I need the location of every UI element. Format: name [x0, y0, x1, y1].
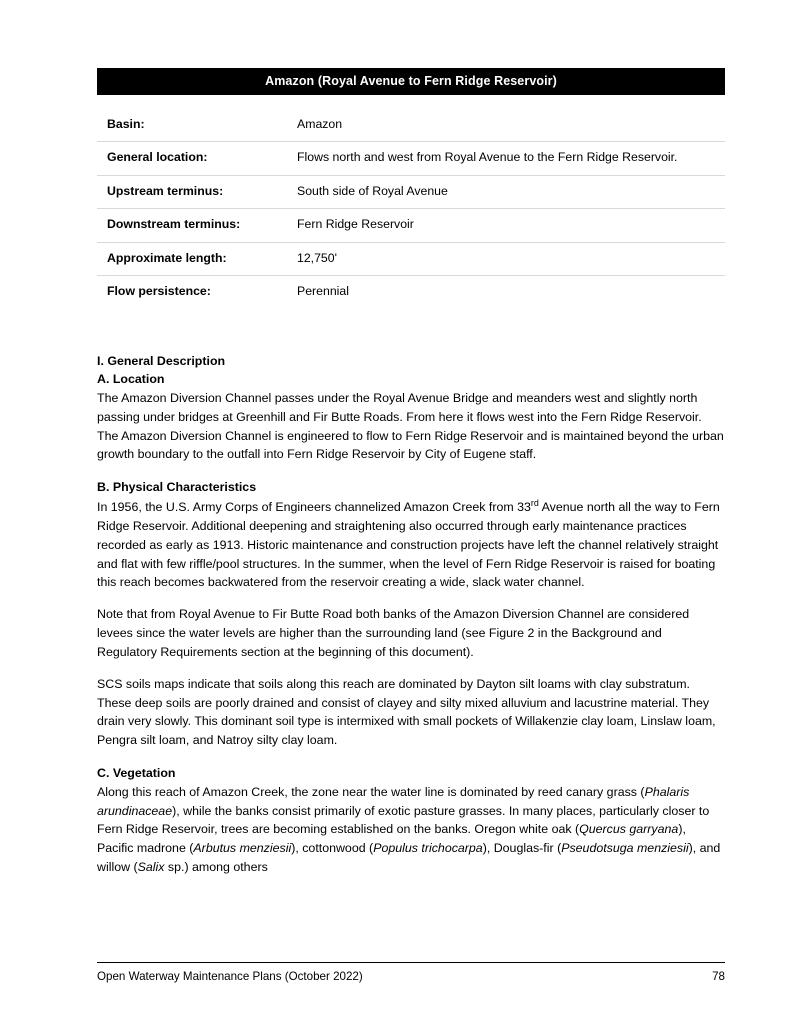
- footer-page-number: 78: [712, 970, 725, 983]
- species-name-5: Pseudotsuga menziesii: [561, 841, 689, 856]
- paragraph-vegetation: [97, 783, 725, 877]
- veg-text-1: Along this reach of Amazon Creek, the zone near the water line is dominated by reed canary grass (: [97, 784, 645, 799]
- row-value: South side of Royal Avenue: [297, 175, 725, 208]
- table-row: [97, 242, 725, 275]
- page-content: [97, 0, 725, 877]
- veg-text-7: sp.) among others: [164, 860, 268, 875]
- veg-text-3: ), Pacific madrone (: [97, 822, 686, 856]
- heading-location: A. Location: [97, 372, 165, 387]
- table-row: [97, 175, 725, 208]
- veg-text-5: ), Douglas-fir (: [482, 841, 562, 856]
- heading-physical-characteristics: B. Physical Characteristics: [97, 480, 257, 495]
- row-label: Basin:: [97, 109, 297, 142]
- veg-text-2: ), while the banks consist primarily of exotic pasture grasses. In many places, particularly closer to Fern Ridge Reservoir, trees are becoming established on the banks. Oregon white oak (: [97, 803, 710, 837]
- paragraph-physical-3: SCS soils maps indicate that soils along this reach are dominated by Dayton silt loams with clay substratum. These deep soils are poorly drained and consist of clayey and silty mixed alluvium and lacustrine material. They drain very slowly. This dominant soil type is intermixed with small pockets of Willakenzie clay loam, Linslaw loam, Pengra silt loam, and Natroy silty clay loam.: [97, 676, 716, 748]
- heading-general-description: I. General Description: [97, 353, 226, 368]
- row-value: Perennial: [297, 284, 349, 299]
- row-label: Upstream terminus:: [97, 175, 297, 208]
- row-label: General location:: [97, 142, 297, 175]
- section-vegetation: [97, 764, 725, 877]
- table-row: [97, 276, 725, 309]
- section-general-description: [97, 352, 725, 465]
- page-footer: [97, 962, 725, 983]
- table-row: [97, 109, 725, 142]
- row-label: Approximate length:: [97, 242, 297, 275]
- section-physical-characteristics: [97, 478, 725, 750]
- row-label: Downstream terminus:: [97, 209, 297, 242]
- row-value: 12,750': [297, 242, 725, 275]
- row-value: Amazon: [297, 109, 725, 142]
- species-name-2: Quercus garryana: [579, 822, 679, 837]
- physical-text-a: In 1956, the U.S. Army Corps of Engineers channelized Amazon Creek from 33: [97, 500, 531, 515]
- species-name-3: Arbutus menziesii: [193, 841, 292, 856]
- paragraph-physical-1: [97, 497, 725, 592]
- table-row: [97, 209, 725, 242]
- row-value: Flows north and west from Royal Avenue to the Fern Ridge Reservoir.: [297, 142, 725, 175]
- row-value: Fern Ridge Reservoir: [297, 209, 725, 242]
- species-name-1: Phalaris arundinaceae: [97, 784, 690, 818]
- physical-text-b: Avenue north all the way to Fern Ridge Reservoir. Additional deepening and straightening also occurred through early maintenance practices recorded as early as 1913. Historic maintenance and construction projects have left the channel relatively straight and flat with few riffle/pool structures. In the summer, when the level of Fern Ridge Reservoir is raised for boating this reach becomes backwatered from the reservoir creating a wide, slack water channel.: [97, 500, 720, 590]
- heading-vegetation: C. Vegetation: [97, 766, 176, 781]
- species-name-4: Populus trichocarpa: [373, 841, 483, 856]
- footer-document-title: Open Waterway Maintenance Plans (October 2022): [97, 970, 363, 983]
- page-title: Amazon (Royal Avenue to Fern Ridge Reservoir): [97, 68, 725, 95]
- table-row: [97, 142, 725, 175]
- veg-text-6: ), and willow (: [97, 841, 721, 875]
- reach-summary-table: [97, 109, 725, 309]
- species-name-6: Salix: [137, 860, 165, 875]
- row-label: Flow persistence:: [107, 284, 211, 299]
- paragraph-location: The Amazon Diversion Channel passes under the Royal Avenue Bridge and meanders west and slightly north passing under bridges at Greenhill and Fir Butte Roads. From here it flows west into the Fern Ridge Reservoir. The Amazon Diversion Channel is engineered to flow to Fern Ridge Reservoir and is maintained beyond the urban growth boundary to the outfall into Fern Ridge Reservoir by City of Eugene staff.: [97, 390, 724, 462]
- veg-text-4: ), cottonwood (: [291, 841, 374, 856]
- ordinal-suffix: rd: [530, 497, 539, 508]
- paragraph-physical-2: Note that from Royal Avenue to Fir Butte Road both banks of the Amazon Diversion Channel are considered levees since the water levels are higher than the surrounding land (see Figure 2 in the Background and Regulatory Requirements section at the beginning of this document).: [97, 607, 690, 659]
